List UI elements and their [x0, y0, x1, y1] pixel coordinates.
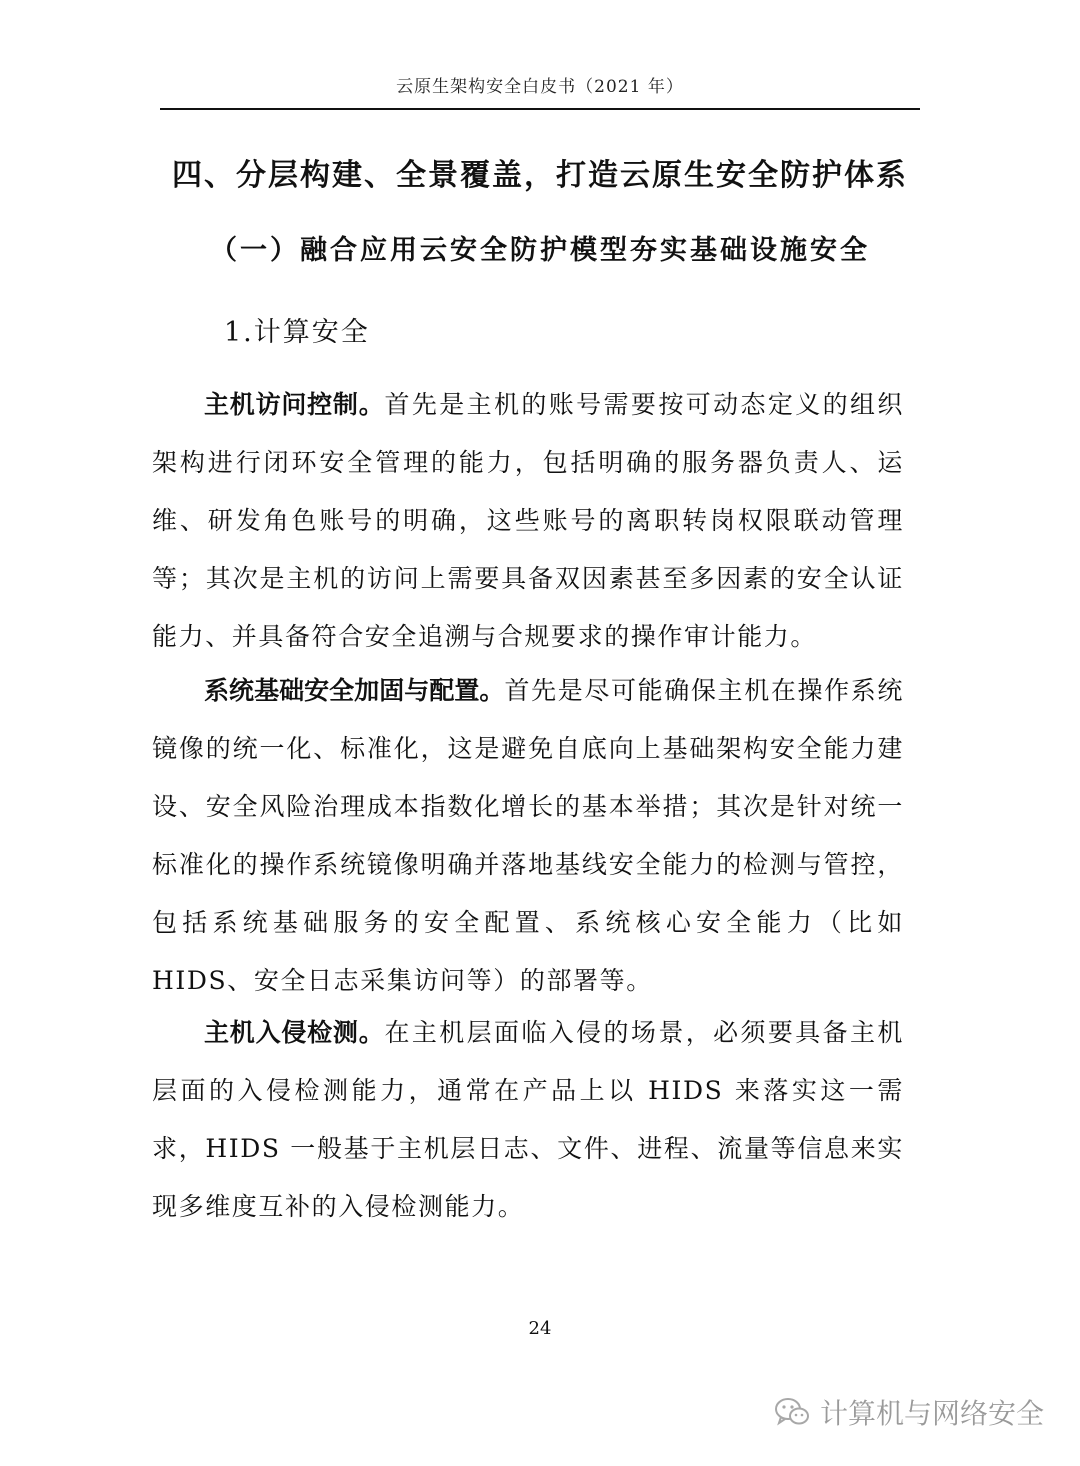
watermark-text: 计算机与网络安全	[819, 1397, 1044, 1430]
paragraph-host-intrusion-detection	[152, 1004, 904, 1236]
paragraph-lead: 主机访问控制。	[204, 390, 385, 419]
subsection-title: 1.计算安全	[224, 317, 370, 348]
chapter-title: 四、分层构建、全景覆盖，打造云原生安全防护体系	[172, 158, 908, 193]
header-rule	[160, 108, 920, 110]
paragraph-lead: 系统基础安全加固与配置。	[204, 676, 505, 705]
paragraph-host-access-control	[152, 376, 904, 666]
paragraph-body: 首先是尽可能确保主机在操作系统镜像的统一化、标准化，这是避免自底向上基础架构安全能力建设、安全风险治理成本指数化增长的基本举措；其次是针对统一标准化的操作系统镜像明确并落地基线安全能力的检测与管控，包括系统基础服务的安全配置、系统核心安全能力（比如HIDS、安全日志采集访问等）的部署等。	[152, 676, 904, 995]
paragraph-lead: 主机入侵检测。	[204, 1018, 385, 1047]
watermark	[774, 1392, 1044, 1432]
page-number: 24	[528, 1318, 552, 1339]
paragraph-body: 在主机层面临入侵的场景，必须要具备主机层面的入侵检测能力，通常在产品上以 HIDS 来落实这一需求，HIDS 一般基于主机层日志、文件、进程、流量等信息来实现多维度互补的入侵检测能力。	[152, 1018, 904, 1221]
section-title: （一）融合应用云安全防护模型夯实基础设施安全	[210, 235, 870, 266]
paragraph-system-hardening	[152, 662, 904, 1010]
running-header: 云原生架构安全白皮书（2021 年）	[396, 77, 684, 97]
paragraph-body: 首先是主机的账号需要按可动态定义的组织架构进行闭环安全管理的能力，包括明确的服务器负责人、运维、研发角色账号的明确，这些账号的离职转岗权限联动管理等；其次是主机的访问上需要具备双因素甚至多因素的安全认证能力、并具备符合安全追溯与合规要求的操作审计能力。	[152, 390, 904, 651]
wechat-icon	[774, 1396, 810, 1428]
